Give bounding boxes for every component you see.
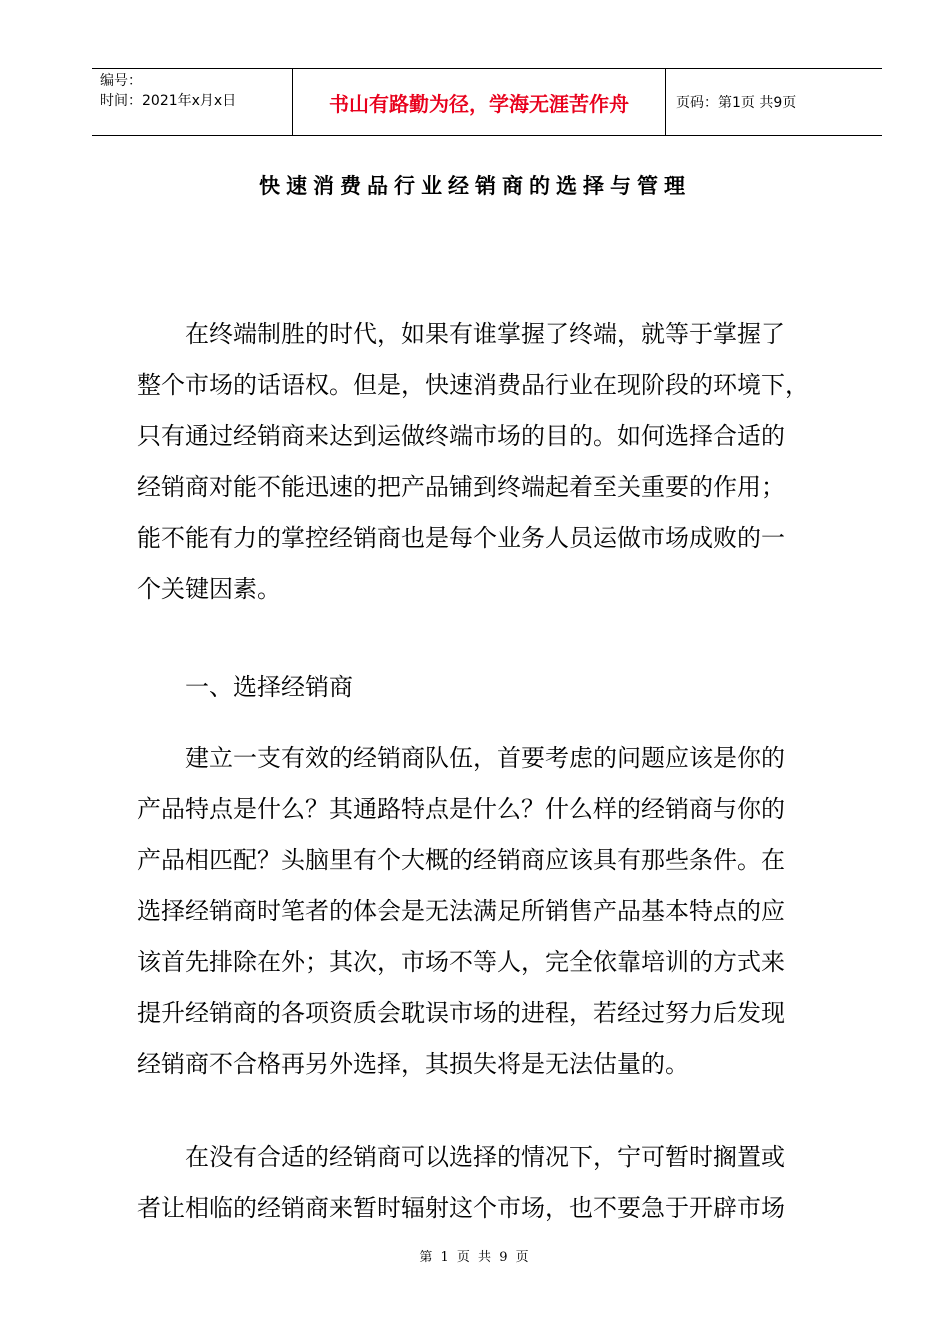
paragraph-line: 该首先排除在外；其次，市场不等人，完全依靠培训的方式来 xyxy=(137,948,785,976)
paragraph-line: 经销商不合格再另外选择，其损失将是无法估量的。 xyxy=(137,1050,689,1078)
paragraph-line: 产品相匹配？头脑里有个大概的经销商应该具有那些条件。在 xyxy=(137,846,785,874)
paragraph-line: 选择经销商时笔者的体会是无法满足所销售产品基本特点的应 xyxy=(137,897,785,925)
paragraph-line: 产品特点是什么？其通路特点是什么？什么样的经销商与你的 xyxy=(137,795,785,823)
section-heading: 一、选择经销商 xyxy=(185,673,353,701)
motto-text: 书山有路勤为径，学海无涯苦作舟 xyxy=(329,91,629,116)
paragraph-line: 能不能有力的掌控经销商也是每个业务人员运做市场成败的一 xyxy=(137,524,785,552)
date-label: 时间：2021年x月x日 xyxy=(100,93,237,109)
paragraph-line: 个关键因素。 xyxy=(137,575,281,603)
paragraph-line: 在没有合适的经销商可以选择的情况下，宁可暂时搁置或 xyxy=(185,1143,785,1171)
serial-number-label: 编号： xyxy=(100,73,142,89)
paragraph-line: 经销商对能不能迅速的把产品铺到终端起着至关重要的作用； xyxy=(137,473,785,501)
paragraph-line: 提升经销商的各项资质会耽误市场的进程，若经过努力后发现 xyxy=(137,999,785,1027)
header-page-info xyxy=(666,69,882,135)
document-header xyxy=(92,68,882,136)
intro-paragraph xyxy=(137,309,837,615)
header-meta xyxy=(92,69,293,135)
body-paragraph xyxy=(137,1132,837,1234)
page-info-label: 页码：第1页 共9页 xyxy=(676,95,797,111)
paragraph-line: 者让相临的经销商来暂时辐射这个市场，也不要急于开辟市场 xyxy=(137,1194,785,1222)
body-paragraph xyxy=(137,733,837,1090)
page-footer: 第 1 页 共 9 页 xyxy=(419,1250,531,1265)
paragraph-line: 在终端制胜的时代，如果有谁掌握了终端，就等于掌握了 xyxy=(185,320,785,348)
paragraph-line: 只有通过经销商来达到运做终端市场的目的。如何选择合适的 xyxy=(137,422,785,450)
paragraph-line: 整个市场的话语权。但是，快速消费品行业在现阶段的环境下， xyxy=(137,371,809,399)
header-motto-cell xyxy=(293,69,666,135)
document-title: 快速消费品行业经销商的选择与管理 xyxy=(259,173,691,198)
paragraph-line: 建立一支有效的经销商队伍，首要考虑的问题应该是你的 xyxy=(185,744,785,772)
